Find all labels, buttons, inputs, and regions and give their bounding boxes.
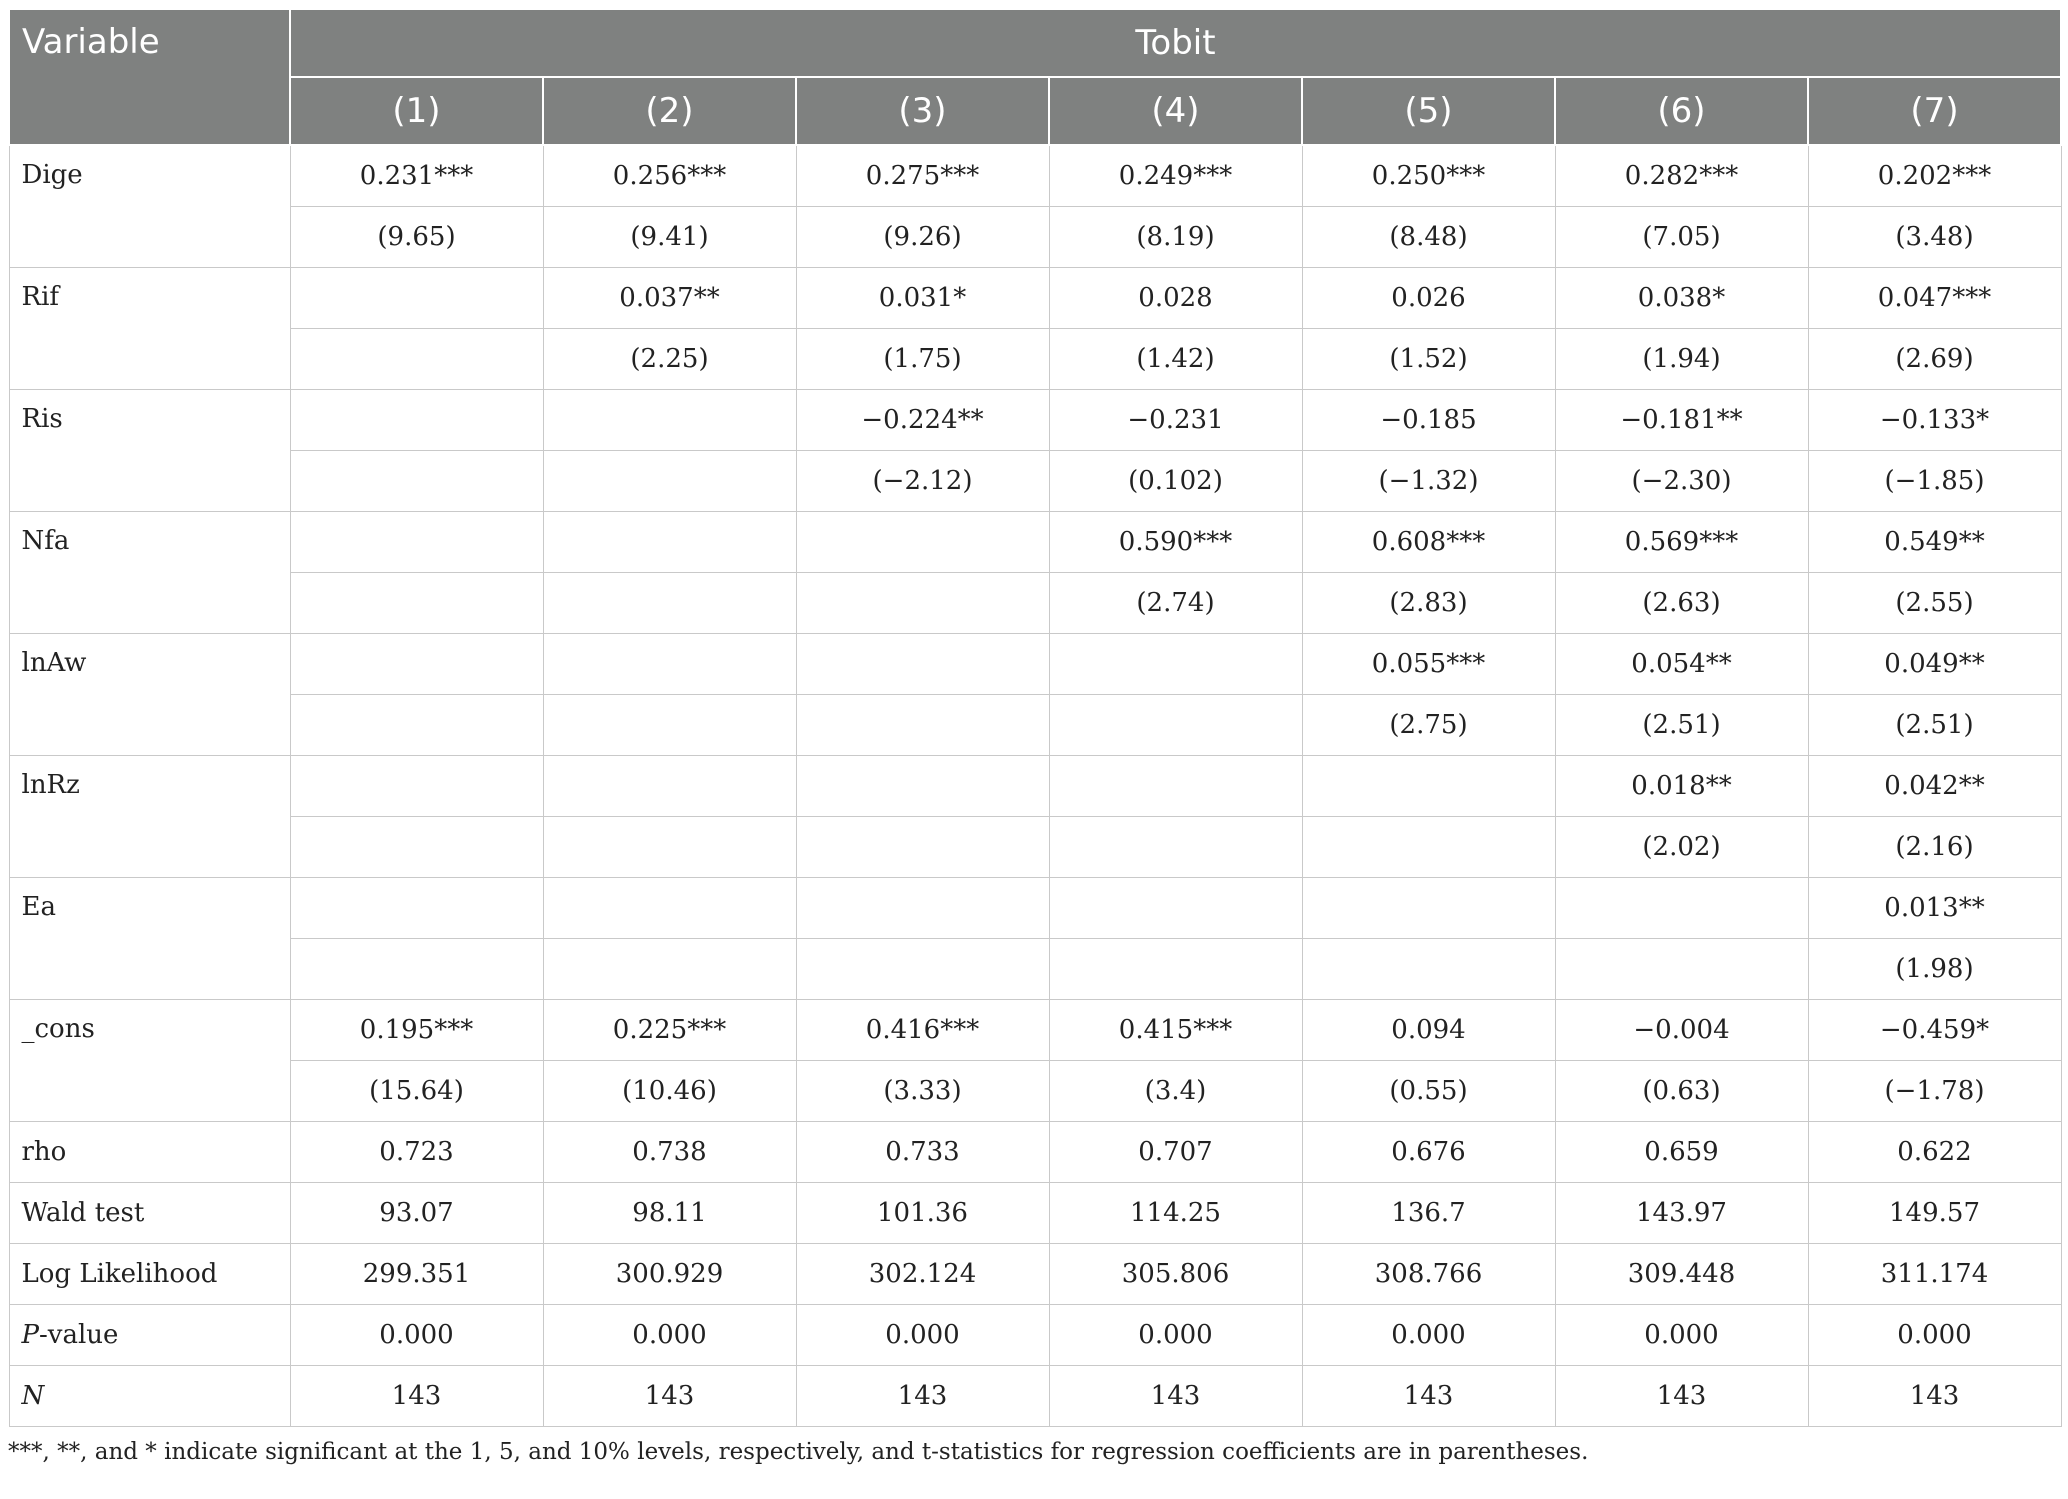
coefficient-cell [796,756,1049,817]
statistic-cell: 0.000 [796,1305,1049,1366]
coefficient-cell: 0.026 [1302,268,1555,329]
statistic-cell: 0.676 [1302,1122,1555,1183]
statistic-cell: 149.57 [1808,1183,2061,1244]
table-row [9,939,2061,1000]
table-row [9,1366,2061,1427]
coefficient-cell: 0.250*** [1302,145,1555,207]
coefficient-cell: 0.608*** [1302,512,1555,573]
tobit-header: Tobit [290,9,2061,77]
t-statistic-cell [1049,939,1302,1000]
t-statistic-cell: (1.98) [1808,939,2061,1000]
t-statistic-cell: (2.51) [1808,695,2061,756]
column-header: (3) [796,77,1049,145]
statistic-cell: 0.733 [796,1122,1049,1183]
statistic-cell: 143 [290,1366,543,1427]
variable-label: Ea [9,878,290,1000]
coefficient-cell: 0.225*** [543,1000,796,1061]
statistic-cell: 308.766 [1302,1244,1555,1305]
t-statistic-cell: (2.16) [1808,817,2061,878]
t-statistic-cell: (1.94) [1555,329,1808,390]
statistic-cell: 143 [1555,1366,1808,1427]
coefficient-cell: 0.037** [543,268,796,329]
table-row [9,1183,2061,1244]
t-statistic-cell: (2.83) [1302,573,1555,634]
t-statistic-cell [1302,939,1555,1000]
coefficient-cell [290,512,543,573]
t-statistic-cell [1049,817,1302,878]
coefficient-cell [1049,756,1302,817]
coefficient-cell: −0.181** [1555,390,1808,451]
statistic-label: rho [9,1122,290,1183]
coefficient-cell [1049,634,1302,695]
t-statistic-cell: (2.74) [1049,573,1302,634]
t-statistic-cell: (7.05) [1555,207,1808,268]
coefficient-cell [290,390,543,451]
t-statistic-cell [1302,817,1555,878]
t-statistic-cell: (−2.30) [1555,451,1808,512]
statistic-cell: 0.000 [1049,1305,1302,1366]
column-header: (5) [1302,77,1555,145]
coefficient-cell: 0.042** [1808,756,2061,817]
statistic-cell: 143 [543,1366,796,1427]
coefficient-cell: −0.185 [1302,390,1555,451]
t-statistic-cell [290,939,543,1000]
t-statistic-cell: (0.55) [1302,1061,1555,1122]
table-row [9,207,2061,268]
statistic-label: Log Likelihood [9,1244,290,1305]
t-statistic-cell: (9.65) [290,207,543,268]
t-statistic-cell: (2.51) [1555,695,1808,756]
variable-label: lnAw [9,634,290,756]
table-row [9,573,2061,634]
t-statistic-cell: (1.52) [1302,329,1555,390]
t-statistic-cell: (9.41) [543,207,796,268]
table-row [9,268,2061,329]
table-row [9,756,2061,817]
coefficient-cell [796,634,1049,695]
t-statistic-cell: (−1.32) [1302,451,1555,512]
t-statistic-cell [796,573,1049,634]
coefficient-cell [1302,756,1555,817]
coefficient-cell: 0.415*** [1049,1000,1302,1061]
statistic-cell: 0.622 [1808,1122,2061,1183]
variable-label: Nfa [9,512,290,634]
table-row [9,1305,2061,1366]
coefficient-cell [1555,878,1808,939]
coefficient-cell: 0.049** [1808,634,2061,695]
coefficient-cell: 0.569*** [1555,512,1808,573]
t-statistic-cell: (0.102) [1049,451,1302,512]
coefficient-cell: 0.549** [1808,512,2061,573]
t-statistic-cell [1049,695,1302,756]
table-row [9,390,2061,451]
t-statistic-cell: (1.75) [796,329,1049,390]
statistic-cell: 0.659 [1555,1122,1808,1183]
coefficient-cell: 0.202*** [1808,145,2061,207]
coefficient-cell [543,878,796,939]
t-statistic-cell: (2.69) [1808,329,2061,390]
t-statistic-cell [543,939,796,1000]
statistic-cell: 143 [1808,1366,2061,1427]
statistic-cell: 98.11 [543,1183,796,1244]
t-statistic-cell [543,817,796,878]
table-row [9,695,2061,756]
coefficient-cell [290,878,543,939]
statistic-cell: 101.36 [796,1183,1049,1244]
t-statistic-cell [543,451,796,512]
table-row [9,634,2061,695]
coefficient-cell: 0.231*** [290,145,543,207]
coefficient-cell: −0.133* [1808,390,2061,451]
statistic-cell: 299.351 [290,1244,543,1305]
statistic-cell: 0.000 [1555,1305,1808,1366]
variable-label: Ris [9,390,290,512]
table-row [9,817,2061,878]
t-statistic-cell: (10.46) [543,1061,796,1122]
t-statistic-cell: (3.4) [1049,1061,1302,1122]
t-statistic-cell [290,817,543,878]
statistic-cell: 93.07 [290,1183,543,1244]
header-row-group [9,9,2061,77]
statistic-cell: 305.806 [1049,1244,1302,1305]
t-statistic-cell [796,817,1049,878]
variable-label: lnRz [9,756,290,878]
t-statistic-cell [796,695,1049,756]
t-statistic-cell: (3.48) [1808,207,2061,268]
t-statistic-cell: (1.42) [1049,329,1302,390]
variable-label: Dige [9,145,290,268]
statistic-cell: 0.738 [543,1122,796,1183]
t-statistic-cell: (−1.78) [1808,1061,2061,1122]
coefficient-cell [290,634,543,695]
coefficient-cell: 0.055*** [1302,634,1555,695]
t-statistic-cell: (0.63) [1555,1061,1808,1122]
table-row [9,878,2061,939]
t-statistic-cell [290,329,543,390]
coefficient-cell [290,756,543,817]
coefficient-cell: −0.231 [1049,390,1302,451]
statistic-cell: 143 [1302,1366,1555,1427]
table-row [9,451,2061,512]
t-statistic-cell [543,695,796,756]
statistic-cell: 136.7 [1302,1183,1555,1244]
t-statistic-cell: (8.19) [1049,207,1302,268]
statistic-cell: 114.25 [1049,1183,1302,1244]
variable-label: _cons [9,1000,290,1122]
t-statistic-cell: (2.55) [1808,573,2061,634]
coefficient-cell [543,390,796,451]
t-statistic-cell: (3.33) [796,1061,1049,1122]
t-statistic-cell [796,939,1049,1000]
table-row [9,329,2061,390]
table-row [9,1122,2061,1183]
coefficient-cell: 0.028 [1049,268,1302,329]
t-statistic-cell [290,573,543,634]
t-statistic-cell: (2.25) [543,329,796,390]
coefficient-cell: 0.047*** [1808,268,2061,329]
column-header: (7) [1808,77,2061,145]
t-statistic-cell: (8.48) [1302,207,1555,268]
coefficient-cell: 0.282*** [1555,145,1808,207]
t-statistic-cell: (2.02) [1555,817,1808,878]
coefficient-cell: 0.249*** [1049,145,1302,207]
column-header: (2) [543,77,796,145]
statistic-cell: 0.000 [1808,1305,2061,1366]
t-statistic-cell: (9.26) [796,207,1049,268]
statistic-cell: 300.929 [543,1244,796,1305]
statistic-label: N [9,1366,290,1427]
coefficient-cell: −0.004 [1555,1000,1808,1061]
table-body [9,145,2061,1427]
statistic-cell: 0.000 [1302,1305,1555,1366]
t-statistic-cell [543,573,796,634]
variable-header: Variable [9,9,290,145]
statistic-cell: 302.124 [796,1244,1049,1305]
coefficient-cell: 0.054** [1555,634,1808,695]
coefficient-cell: 0.094 [1302,1000,1555,1061]
coefficient-cell: 0.590*** [1049,512,1302,573]
statistic-cell: 0.000 [290,1305,543,1366]
coefficient-cell [1049,878,1302,939]
statistic-label: Wald test [9,1183,290,1244]
header-row-columns [9,77,2061,145]
coefficient-cell: 0.031* [796,268,1049,329]
statistic-cell: 143 [1049,1366,1302,1427]
coefficient-cell: 0.013** [1808,878,2061,939]
statistic-cell: 311.174 [1808,1244,2061,1305]
coefficient-cell [1302,878,1555,939]
coefficient-cell [543,756,796,817]
t-statistic-cell: (2.63) [1555,573,1808,634]
coefficient-cell [543,512,796,573]
coefficient-cell: −0.459* [1808,1000,2061,1061]
statistic-label: P-value [9,1305,290,1366]
coefficient-cell [543,634,796,695]
t-statistic-cell [290,451,543,512]
coefficient-cell: 0.416*** [796,1000,1049,1061]
statistic-cell: 0.000 [543,1305,796,1366]
table-footnote: ***, **, and * indicate significant at the 1, 5, and 10% levels, respectively, and t-statistics for regression coefficients are in parentheses. [8,1439,1589,1465]
t-statistic-cell [290,695,543,756]
table-container [8,8,2060,1465]
coefficient-cell: 0.275*** [796,145,1049,207]
coefficient-cell: 0.256*** [543,145,796,207]
column-header: (1) [290,77,543,145]
t-statistic-cell: (2.75) [1302,695,1555,756]
coefficient-cell: 0.195*** [290,1000,543,1061]
statistic-cell: 309.448 [1555,1244,1808,1305]
column-header: (6) [1555,77,1808,145]
coefficient-cell: 0.038* [1555,268,1808,329]
t-statistic-cell: (−2.12) [796,451,1049,512]
statistic-cell: 143 [796,1366,1049,1427]
coefficient-cell [796,878,1049,939]
column-header: (4) [1049,77,1302,145]
coefficient-cell: −0.224** [796,390,1049,451]
table-row [9,145,2061,207]
statistic-cell: 0.707 [1049,1122,1302,1183]
statistic-cell: 143.97 [1555,1183,1808,1244]
t-statistic-cell: (15.64) [290,1061,543,1122]
statistic-cell: 0.723 [290,1122,543,1183]
t-statistic-cell [1555,939,1808,1000]
t-statistic-cell: (−1.85) [1808,451,2061,512]
coefficient-cell [796,512,1049,573]
variable-label: Rif [9,268,290,390]
table-row [9,1244,2061,1305]
coefficient-cell: 0.018** [1555,756,1808,817]
regression-table [8,8,2062,1427]
table-row [9,1061,2061,1122]
table-row [9,512,2061,573]
coefficient-cell [290,268,543,329]
table-row [9,1000,2061,1061]
